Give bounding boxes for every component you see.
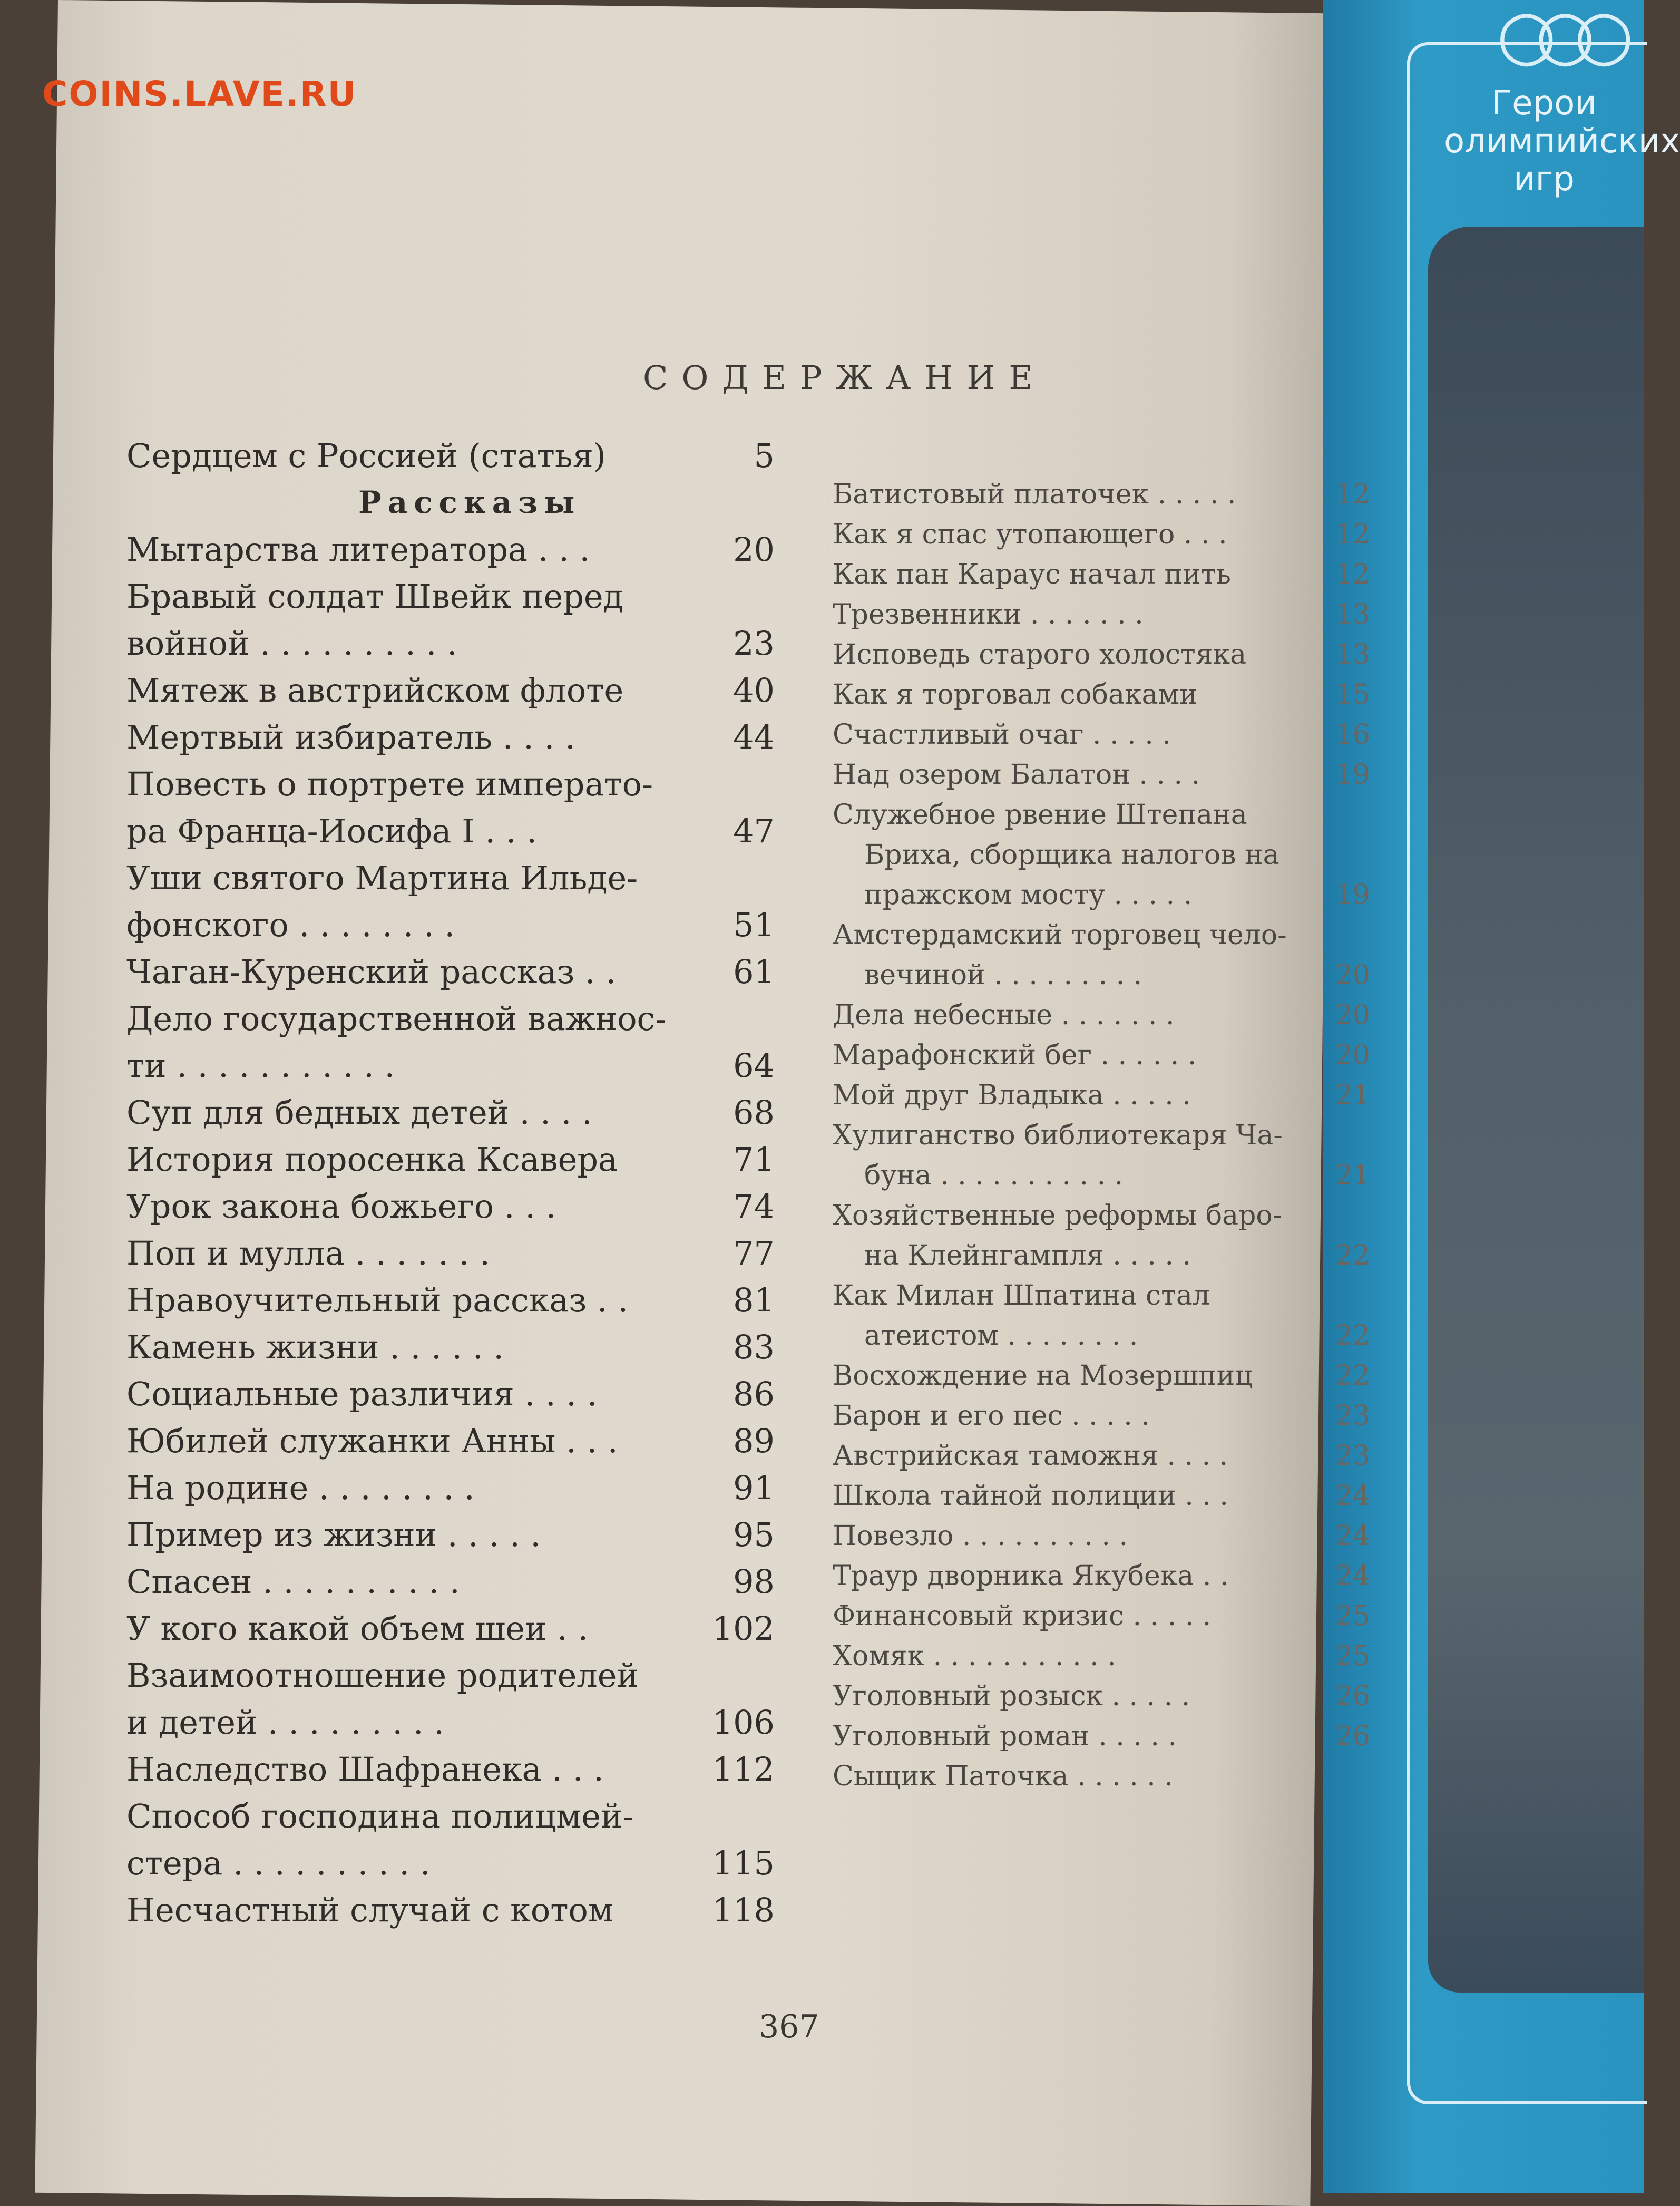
toc-entry-title: пражском мосту . . . . . — [864, 879, 1193, 911]
toc-entry-title: на Клейнгампля . . . . . — [864, 1240, 1191, 1271]
toc-entry-title: ти . . . . . . . . . . . — [126, 1046, 395, 1085]
page-heading: СОДЕРЖАНИЕ — [643, 358, 1047, 397]
toc-entry-title: Поп и мулла . . . . . . . — [126, 1234, 490, 1272]
toc-entry-title: Повесть о портрете императо- — [126, 765, 653, 803]
toc-entry-page: 20 — [1335, 1039, 1370, 1071]
toc-entry — [833, 795, 1339, 835]
toc-entry — [126, 1230, 775, 1277]
toc-entry — [126, 1558, 775, 1605]
toc-entry-title: Восхождение на Мозершпиц — [833, 1360, 1253, 1392]
toc-entry — [126, 1277, 775, 1324]
toc-entry-title: вечиной . . . . . . . . . — [864, 959, 1142, 991]
toc-entry — [833, 474, 1370, 514]
toc-entry — [126, 854, 775, 901]
toc-entry-page: 25 — [1335, 1600, 1370, 1632]
toc-entry-page: 20 — [733, 530, 775, 569]
toc-entry-page: 22 — [1335, 1320, 1370, 1352]
toc-entry — [126, 1042, 775, 1089]
page-number: 367 — [759, 2008, 819, 2045]
toc-entry-title: Сыщик Паточка . . . . . . — [833, 1761, 1173, 1792]
toc-entry — [833, 1636, 1370, 1676]
toc-entry — [833, 595, 1370, 635]
toc-entry-title: Сердцем с Россией (статья) — [126, 436, 606, 475]
toc-entry-page: 40 — [733, 671, 775, 710]
toc-entry-title: Школа тайной полиции . . . — [833, 1480, 1228, 1512]
toc-entry — [833, 1676, 1370, 1716]
toc-entry-page: 77 — [733, 1234, 775, 1272]
toc-entry — [126, 1089, 775, 1136]
toc-entry-page: 19 — [1335, 759, 1370, 791]
toc-entry-title: Пример из жизни . . . . . — [126, 1515, 541, 1554]
toc-entry — [833, 995, 1370, 1035]
toc-entry-title: Уголовный розыск . . . . . — [833, 1680, 1190, 1712]
toc-entry-title: Взаимоотношение родителей — [126, 1656, 639, 1695]
toc-entry-title: Над озером Балатон . . . . — [833, 759, 1200, 791]
toc-entry — [126, 667, 775, 714]
toc-entry — [833, 1035, 1370, 1075]
toc-entry-title: Австрийская таможня . . . . — [833, 1440, 1228, 1472]
toc-entry-page: 106 — [712, 1703, 775, 1742]
toc-entry-page: 118 — [712, 1891, 775, 1929]
toc-entry-page: 81 — [733, 1281, 775, 1319]
toc-entry — [833, 1075, 1370, 1115]
toc-entry — [833, 835, 1339, 875]
toc-entry — [833, 1356, 1370, 1396]
toc-entry-page: 98 — [733, 1562, 775, 1601]
toc-entry-page: 83 — [733, 1328, 775, 1366]
toc-entry — [126, 901, 775, 948]
toc-entry-title: фонского . . . . . . . . — [126, 906, 455, 944]
toc-entry-page: 13 — [1335, 599, 1370, 630]
toc-entry-title: и детей . . . . . . . . . — [126, 1703, 444, 1742]
toc-entry-title: Бриха, сборщика налогов на — [864, 839, 1279, 871]
toc-entry — [126, 1324, 775, 1371]
toc-entry-title: Способ господина полицмей- — [126, 1797, 634, 1835]
toc-entry-page: 12 — [1335, 479, 1370, 510]
toc-entry-title: буна . . . . . . . . . . . — [864, 1160, 1124, 1191]
toc-entry-title: Суп для бедных детей . . . . — [126, 1093, 592, 1132]
toc-entry-page: 16 — [1335, 719, 1370, 751]
toc-entry-page: 21 — [1335, 1080, 1370, 1111]
toc-entry-title: Траур дворника Якубека . . — [833, 1560, 1229, 1592]
toc-entry-page: 112 — [712, 1750, 775, 1789]
toc-entry — [833, 1396, 1370, 1436]
toc-entry — [833, 1716, 1370, 1756]
toc-entry — [126, 948, 775, 995]
toc-entry — [126, 620, 775, 667]
cover-photo — [1428, 227, 1644, 1993]
toc-entry — [126, 995, 775, 1042]
cover-title-line: олимпийских — [1444, 122, 1680, 161]
toc-entry-page: 91 — [733, 1469, 775, 1507]
toc-section-title — [126, 479, 775, 526]
toc-entry-title: Дело государственной важнос- — [126, 999, 667, 1038]
toc-entry-title: Служебное рвение Штепана — [833, 799, 1247, 831]
toc-entry-title: Финансовый кризис . . . . . — [833, 1600, 1212, 1632]
toc-entry-page: 19 — [1335, 879, 1370, 911]
toc-entry — [126, 526, 775, 573]
toc-entry-page: 22 — [1335, 1240, 1370, 1271]
toc-entry — [833, 755, 1370, 795]
cover-title — [1444, 84, 1680, 199]
toc-entry-title: Хулиганство библиотекаря Ча- — [833, 1120, 1283, 1151]
toc-entry-title: Марафонский бег . . . . . . — [833, 1039, 1197, 1071]
toc-entry — [126, 1511, 775, 1558]
toc-entry-title: Камень жизни . . . . . . — [126, 1328, 504, 1366]
cover-title-line: Герои — [1491, 84, 1597, 123]
toc-entry-title: стера . . . . . . . . . . — [126, 1844, 431, 1882]
toc-entry-page: 15 — [1335, 679, 1370, 711]
toc-entry-title: ра Франца-Иосифа I . . . — [126, 812, 537, 850]
toc-entry-page: 47 — [733, 812, 775, 850]
toc-entry-page: 24 — [1335, 1520, 1370, 1552]
toc-entry — [833, 1476, 1370, 1516]
toc-entry — [833, 1556, 1370, 1596]
toc-entry-page: 24 — [1335, 1480, 1370, 1512]
toc-entry-page: 89 — [733, 1422, 775, 1460]
toc-entry-page: 20 — [1335, 999, 1370, 1031]
toc-entry-title: Как Милан Шпатина стал — [833, 1280, 1210, 1311]
toc-entry-page: 61 — [733, 953, 775, 991]
toc-entry — [126, 1605, 775, 1652]
toc-entry — [126, 1840, 775, 1887]
toc-entry-title: Чаган-Куренский рассказ . . — [126, 953, 617, 991]
toc-entry-title: Батистовый платочек . . . . . — [833, 479, 1236, 510]
toc-entry-page: 23 — [1335, 1400, 1370, 1432]
toc-entry — [833, 1316, 1370, 1356]
toc-entry-title: Урок закона божьего . . . — [126, 1187, 556, 1226]
toc-entry-title: атеистом . . . . . . . . — [864, 1320, 1138, 1352]
toc-entry — [833, 555, 1370, 595]
toc-entry-title: Несчастный случай с котом — [126, 1891, 614, 1929]
toc-entry — [126, 714, 775, 761]
toc-entry-title: Уголовный роман . . . . . — [833, 1721, 1177, 1752]
toc-entry-page: 23 — [733, 624, 775, 663]
cover-title-line: игр — [1513, 160, 1575, 199]
toc-entry-page: 25 — [1335, 1640, 1370, 1672]
toc-entry-title: Бравый солдат Швейк перед — [126, 577, 623, 616]
toc-entry — [833, 875, 1370, 915]
toc-entry — [126, 761, 775, 808]
toc-entry — [833, 675, 1370, 715]
toc-entry-title: У кого какой объем шеи . . — [126, 1609, 589, 1648]
toc-entry-page: 64 — [733, 1046, 775, 1085]
toc-entry-title: войной . . . . . . . . . . — [126, 624, 457, 663]
toc-entry-title: Нравоучительный рассказ . . — [126, 1281, 629, 1319]
toc-entry — [126, 1464, 775, 1511]
toc-entry-page: 12 — [1335, 559, 1370, 590]
toc-entry-title: Дела небесные . . . . . . . — [833, 999, 1175, 1031]
toc-entry — [833, 1596, 1370, 1636]
watermark: COINS.LAVE.RU — [42, 74, 357, 114]
toc-entry — [833, 1436, 1370, 1476]
toc-entry-title: На родине . . . . . . . . — [126, 1469, 475, 1507]
toc-entry-title: Как я спас утопающего . . . — [833, 519, 1227, 550]
toc-entry-page: 44 — [733, 718, 775, 756]
toc-entry-title: Повезло . . . . . . . . . . — [833, 1520, 1128, 1552]
toc-left-column — [126, 432, 775, 1933]
toc-entry-title: Как пан Караус начал пить — [833, 559, 1231, 590]
toc-entry-title: Спасен . . . . . . . . . . — [126, 1562, 460, 1601]
toc-entry-page: 51 — [733, 906, 775, 944]
toc-entry — [833, 1155, 1370, 1196]
toc-entry-title: Амстердамский торговец чело- — [833, 919, 1287, 951]
toc-entry-page: 115 — [712, 1844, 775, 1882]
toc-entry-page: 23 — [1335, 1440, 1370, 1472]
toc-entry-page: 13 — [1335, 639, 1370, 670]
toc-entry — [833, 635, 1370, 675]
toc-entry-title: Мятеж в австрийском флоте — [126, 671, 624, 710]
toc-entry-page: 21 — [1335, 1160, 1370, 1191]
toc-entry-title: Мертвый избиратель . . . . — [126, 718, 575, 756]
toc-entry-title: Мытарства литератора . . . — [126, 530, 590, 569]
toc-entry — [833, 715, 1370, 755]
toc-entry — [833, 1756, 1339, 1796]
toc-entry — [126, 1699, 775, 1746]
toc-entry — [126, 1371, 775, 1417]
toc-entry-page: 26 — [1335, 1680, 1370, 1712]
toc-entry — [126, 1793, 775, 1840]
toc-entry — [833, 915, 1339, 955]
toc-entry — [126, 1417, 775, 1464]
toc-entry — [126, 1136, 775, 1183]
toc-entry-page: 24 — [1335, 1560, 1370, 1592]
toc-entry — [833, 1115, 1339, 1155]
toc-entry-title: Рассказы — [358, 484, 581, 520]
toc-entry — [833, 955, 1370, 995]
toc-entry-title: Уши святого Мартина Ильде- — [126, 859, 638, 897]
toc-entry-title: История поросенка Ксавера — [126, 1140, 618, 1179]
toc-entry-page: 102 — [712, 1609, 775, 1648]
toc-entry-title: Юбилей служанки Анны . . . — [126, 1422, 618, 1460]
toc-entry — [833, 1196, 1339, 1236]
toc-entry-page: 5 — [754, 436, 775, 475]
toc-entry — [833, 1516, 1370, 1556]
toc-entry — [833, 1276, 1339, 1316]
toc-entry-title: Счастливый очаг . . . . . — [833, 719, 1171, 751]
toc-right-column — [833, 474, 1370, 1796]
toc-entry-page: 74 — [733, 1187, 775, 1226]
toc-entry-title: Трезвенники . . . . . . . — [833, 599, 1144, 630]
toc-entry-title: Наследство Шафранека . . . — [126, 1750, 604, 1789]
toc-entry-page: 20 — [1335, 959, 1370, 991]
toc-entry-page: 68 — [733, 1093, 775, 1132]
toc-entry-page: 95 — [733, 1515, 775, 1554]
toc-entry-title: Как я торговал собаками — [833, 679, 1198, 711]
toc-entry-title: Хомяк . . . . . . . . . . . — [833, 1640, 1116, 1672]
toc-entry — [126, 1746, 775, 1793]
toc-entry-page: 71 — [733, 1140, 775, 1179]
toc-entry-page: 22 — [1335, 1360, 1370, 1392]
toc-entry-page: 86 — [733, 1375, 775, 1413]
toc-entry-title: Хозяйственные реформы баро- — [833, 1200, 1282, 1231]
toc-entry-title: Исповедь старого холостяка — [833, 639, 1247, 670]
toc-entry — [126, 808, 775, 854]
toc-entry — [833, 1236, 1370, 1276]
toc-entry — [126, 573, 775, 620]
olympic-rings-icon: ○○○ — [1497, 0, 1613, 74]
toc-entry — [833, 514, 1370, 555]
toc-entry-page: 26 — [1335, 1721, 1370, 1752]
toc-entry-title: Мой друг Владыка . . . . . — [833, 1080, 1191, 1111]
toc-entry — [126, 1183, 775, 1230]
toc-entry — [126, 1887, 775, 1933]
toc-entry-page: 12 — [1335, 519, 1370, 550]
toc-entry-title: Барон и его пес . . . . . — [833, 1400, 1150, 1432]
toc-entry — [126, 432, 775, 479]
toc-entry — [126, 1652, 775, 1699]
toc-entry-title: Социальные различия . . . . — [126, 1375, 598, 1413]
